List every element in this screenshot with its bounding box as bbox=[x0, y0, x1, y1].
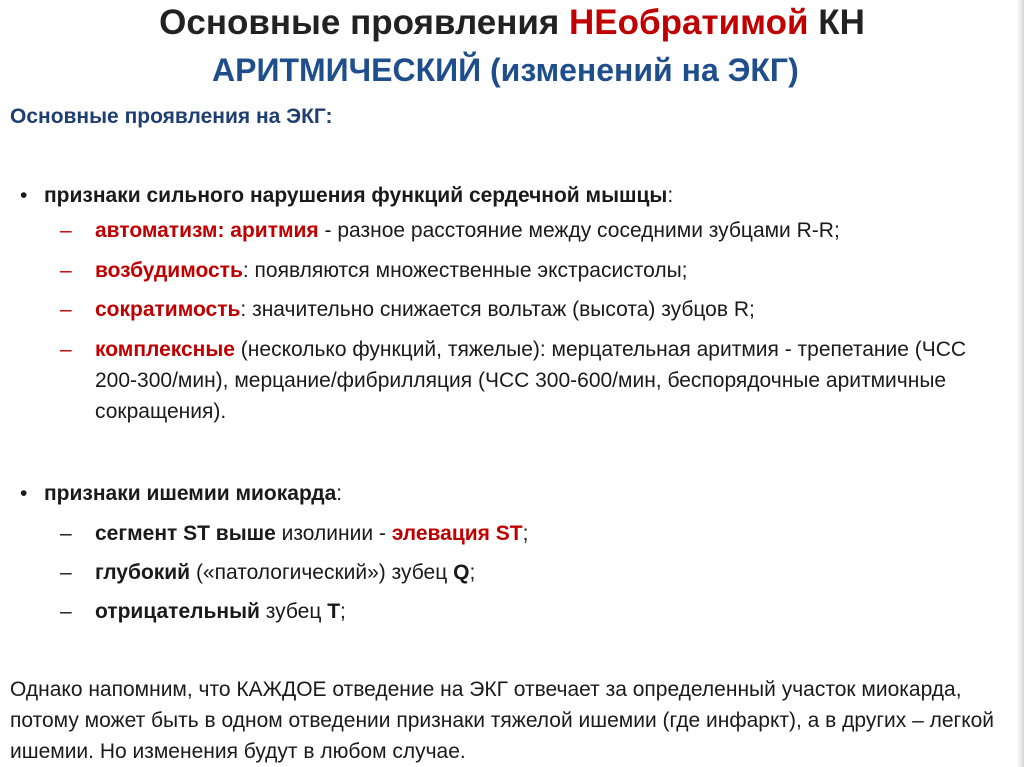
term-st-segment: сегмент ST выше bbox=[95, 522, 276, 545]
dash-marker: – bbox=[60, 561, 72, 584]
dash-marker: – bbox=[60, 219, 72, 242]
list-item-deep-q bbox=[95, 557, 995, 588]
term-automatism: автоматизм: аритмия bbox=[95, 219, 319, 242]
term-st-elevation: элевация ST bbox=[391, 522, 523, 545]
list-item-automatism bbox=[95, 215, 995, 246]
term-q-wave: Q bbox=[453, 561, 470, 584]
title-text-end: КН bbox=[808, 3, 865, 42]
item-end: ; bbox=[469, 561, 476, 584]
item-text: - разное расстояние между соседними зубцами R-R; bbox=[318, 219, 840, 242]
dash-marker: – bbox=[60, 259, 72, 282]
item-end: ; bbox=[522, 522, 529, 545]
conclusion-paragraph: Однако напомним, что КАЖДОЕ отведение на ЭКГ отвечает за определенный участок миокарда, потому может быть в одном отведении признаки тяжелой ишемии (где инфаркт), а в других – легкой ишемии. Но изменения будут в любом случае. bbox=[10, 678, 995, 763]
dash-marker: – bbox=[60, 338, 72, 361]
term-contractility: сократимость bbox=[95, 298, 241, 321]
term-negative: отрицательный bbox=[95, 600, 260, 623]
section-heading-dysfunction bbox=[44, 180, 1004, 211]
section-heading-colon: : bbox=[667, 184, 674, 207]
list-item-st-elevation bbox=[95, 518, 995, 549]
item-text: зубец bbox=[259, 600, 328, 623]
bullet-marker: • bbox=[20, 482, 28, 505]
title-text-start: Основные проявления bbox=[159, 3, 570, 42]
title-text-highlight: НЕобратимой bbox=[569, 3, 809, 42]
ecg-subheading: Основные проявления на ЭКГ: bbox=[10, 105, 333, 128]
term-deep: глубокий bbox=[95, 561, 191, 584]
section-heading-ischemia bbox=[44, 478, 1004, 509]
item-text: изолинии - bbox=[275, 522, 392, 545]
item-text: : появляются множественные экстрасистолы; bbox=[242, 259, 688, 282]
bullet-marker: • bbox=[20, 184, 28, 207]
item-text: («патологический») зубец bbox=[190, 561, 454, 584]
section-heading-text: признаки ишемии миокарда bbox=[44, 482, 337, 505]
slide-subtitle: АРИТМИЧЕСКИЙ (изменений на ЭКГ) bbox=[212, 52, 799, 88]
item-end: ; bbox=[340, 600, 346, 623]
list-item-excitability bbox=[95, 255, 995, 286]
section-heading-colon: : bbox=[336, 482, 343, 505]
page-edge-shadow bbox=[1017, 0, 1024, 767]
slide-title bbox=[0, 2, 1024, 44]
term-t-wave: T bbox=[327, 600, 341, 623]
term-complex: комплексные bbox=[95, 338, 235, 361]
item-text: (несколько функций, тяжелые): мерцательная аритмия - трепетание (ЧСС 200-300/мин), мерцание/фибрилляция (ЧСС 300-600/мин, беспорядочные аритмичные сокращения). bbox=[95, 338, 967, 423]
dash-marker: – bbox=[60, 600, 72, 623]
list-item-contractility bbox=[95, 294, 995, 325]
term-excitability: возбудимость bbox=[95, 259, 243, 282]
item-text: : значительно снижается вольтаж (высота) зубцов R; bbox=[240, 298, 755, 321]
dash-marker: – bbox=[60, 298, 72, 321]
section-heading-text: признаки сильного нарушения функций сердечной мышцы bbox=[44, 184, 668, 207]
list-item-negative-t bbox=[95, 596, 995, 627]
list-item-complex bbox=[95, 334, 975, 427]
dash-marker: – bbox=[60, 522, 72, 545]
